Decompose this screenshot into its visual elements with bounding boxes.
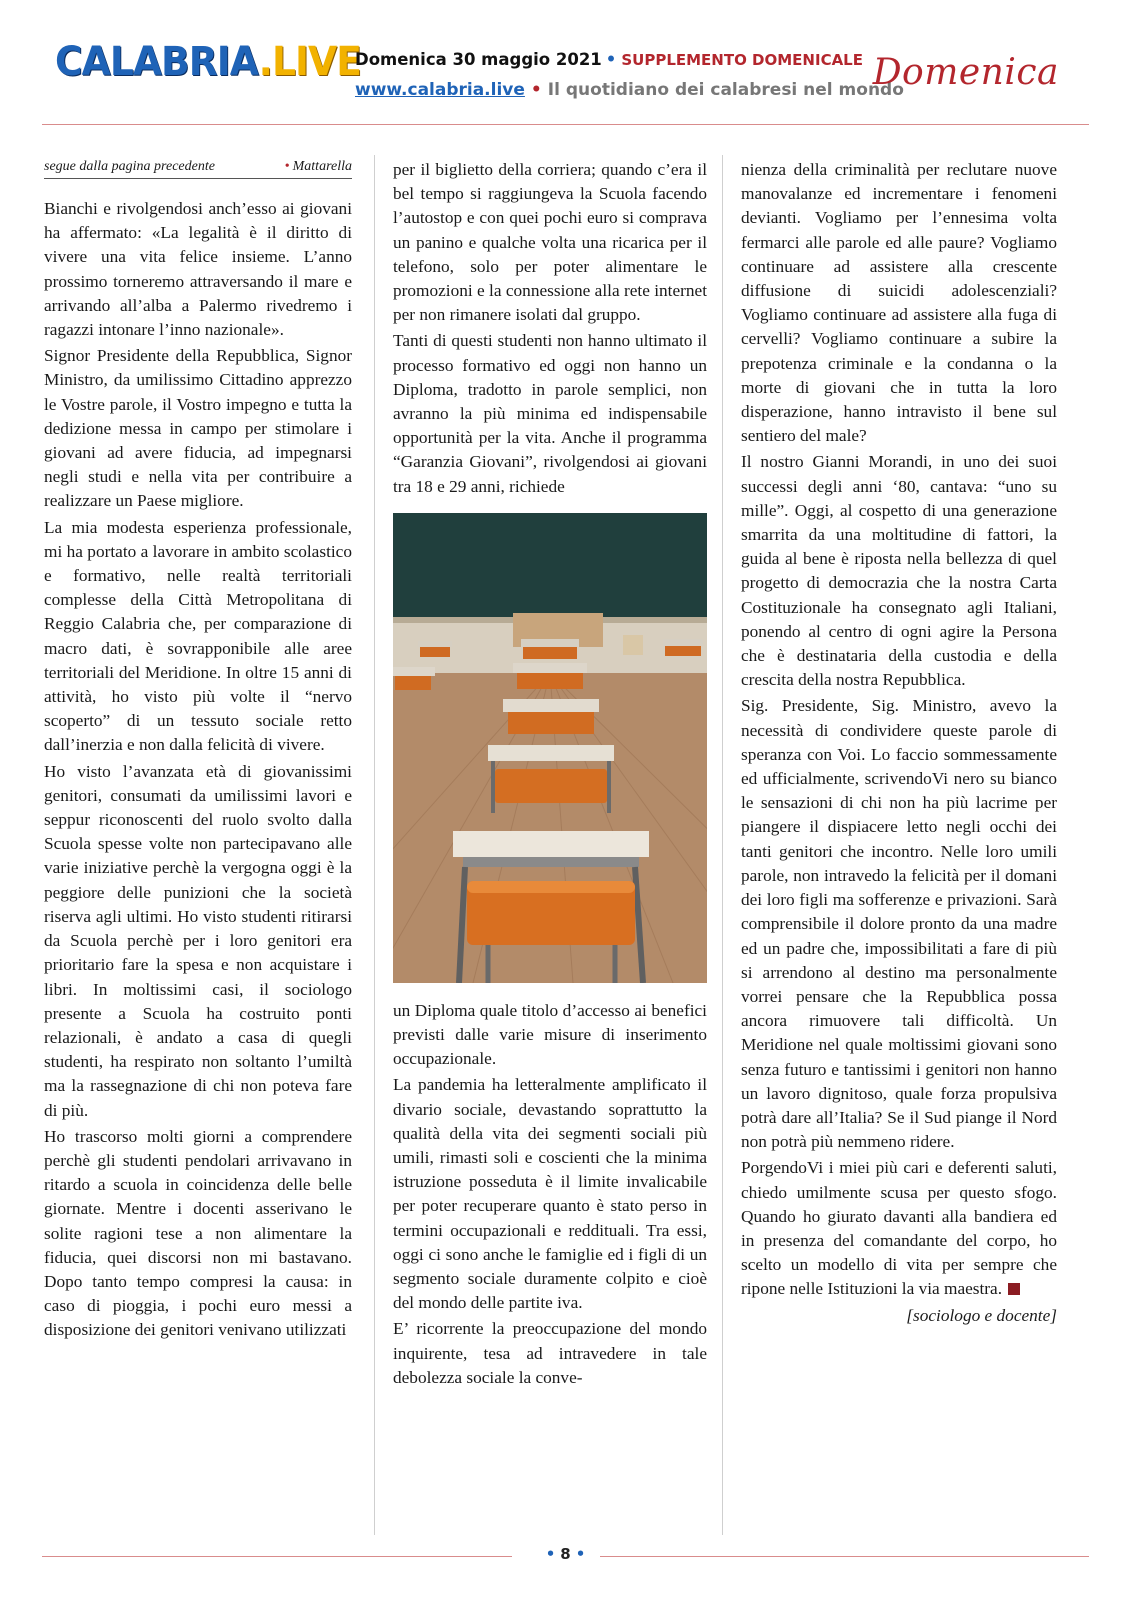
paragraph: Bianchi e rivolgendosi anch’esso ai giovani ha affermato: «La legalità è il diritto di vivere una vita felice insieme. L’anno prossimo torneremo attraversando il mare e arrivando all’alba a Palermo rivedremo i ragazzi intonare l’inno nazionale».: [44, 199, 352, 340]
logo-text-live: .LIVE: [258, 39, 361, 85]
closing-text: PorgendoVi i miei più cari e deferenti saluti, chiedo umilmente scusa per questo sfogo. Quando ho giurato davanti alla bandiera ed in presenza del comandante del corpo, ho scelto un modello di vita per sempre che ripone nelle Istituzioni la via maestra.: [741, 1158, 1057, 1299]
bullet-icon: •: [284, 159, 290, 174]
paragraph: nienza della criminalità per reclutare nuove manovalanze ed incrementare i fenomeni devianti. Vogliamo per l’ennesima volta fermarci alle parole ed alle paure? Vogliamo continuare ad assistere alla crescente diffusione di suicidi adolescenziali? Vogliamo continuare ad assistere alla fuga di cervelli? Vogliamo continuare a subire la prepotenza criminale e la condanna o la morte di giovani che in tutta la loro disperazione, hanno intravisto il bene sul sentiero del male?: [741, 160, 1057, 446]
continuation-header: [44, 158, 352, 179]
bullet-icon: •: [575, 1545, 586, 1563]
paragraph: La mia modesta esperienza professionale, mi ha portato a lavorare in ambito scolastico e formativo, nelle realtà territoriali complesse della Città Metropolitana di Reggio Calabria che, per comparazione di macro dati, è sovrapponibile alle aree territoriali del Meridione. In oltre 15 anni di attività, ho visto più volte il “nervo scoperto” di un tessuto sociale retto dall’inerzia e non dalla felicità di vivere.: [44, 517, 352, 755]
column-divider: [374, 155, 375, 1535]
paragraph-closing: [741, 1156, 1057, 1301]
article-column-3: [741, 158, 1057, 1328]
bullet-separator: •: [530, 80, 542, 100]
calabria-live-logo[interactable]: [55, 39, 361, 85]
masthead: [0, 0, 1131, 125]
logo-text-calabria: CALABRIA: [55, 39, 259, 85]
paragraph: La pandemia ha letteralmente amplificato il divario sociale, devastando soprattutto la qualità della vita dei segmenti sociali più umili, rimasti soli e coscienti che la minima istruzione posseduta è il limite invalicabile per poter recuperare quanto è stato perso in termini occupazionali e reddituali. Tra essi, oggi ci sono anche le famiglie ed i figli di un segmento sociale duramente colpito e cioè del mondo delle partite iva.: [393, 1075, 707, 1313]
bullet-icon: •: [545, 1545, 556, 1563]
article-column-1: [44, 158, 352, 1345]
tagline: Il quotidiano dei calabresi nel mondo: [547, 80, 904, 100]
supplement-label: SUPPLEMENTO DOMENICALE: [621, 51, 863, 69]
paragraph: Sig. Presidente, Sig. Ministro, avevo la necessità di condividere queste parole di speranza con Voi. Lo faccio sommessamente ed ufficialmente, scrivendoVi nero su bianco le sensazioni di chi non ha più lacrime per piangere il dispiacere letto negli occhi dei tanti genitori che incontro. Nelle loro umili parole, non intravedo la felicità per il domani dei loro figli ma sofferenze e privazioni. Sarà comprensibile il dolore pronto da una madre ed un padre che, impossibilitati a fare di più si arrendono al destino ma personalmente vorrei pensare che la Repubblica possa ancora rimuovere tali difficoltà. Un Meridione nel quale moltissimi giovani sono senza futuro e tantissimi i genitori non hanno un lavoro dignitoso, quale forza propulsiva potrà dare all’Italia? Se il Sud piange il Nord non potrà più nemmeno ridere.: [741, 696, 1057, 1152]
end-of-article-icon: [1008, 1283, 1020, 1295]
paragraph: per il biglietto della corriera; quando c’era il bel tempo si raggiungeva la Scuola facendo l’autostop e con quei pochi euro si comprava un panino e qualche volta una ricarica per il telefono, solo per poter alimentare le promozioni e la connessione alla rete internet per non rimanere isolati dal gruppo.: [393, 160, 707, 325]
paragraph: un Diploma quale titolo d’accesso ai benefici previsti dalle varie misure di inserimento occupazionale.: [393, 1000, 707, 1069]
page-number-value: 8: [560, 1545, 571, 1563]
continued-from-label: segue dalla pagina precedente: [44, 159, 215, 174]
continued-topic: Mattarella: [292, 159, 352, 174]
section-title-domenica: Domenica: [872, 52, 1059, 93]
issue-date: Domenica 30 maggio 2021: [355, 50, 602, 69]
paragraph: Tanti di questi studenti non hanno ultimato il processo formativo ed oggi non hanno un Diploma, tradotto in parole semplici, non avranno la più minima ed indispensabile opportunità per la vita. Anche il programma “Garanzia Giovani”, rivolgendosi ai giovani tra 18 e 29 anni, richiede: [393, 331, 707, 496]
classroom-desks-illustration: [393, 513, 707, 983]
paragraph: Ho visto l’avanzata età di giovanissimi genitori, consumati da umilissimi lavori e seppur riconoscenti del ruolo svolto dalla Scuola spesse volte non partecipavano alle varie iniziative perchè la vergogna oggi è la peggiore delle punizioni che la società riserva agli ultimi. Ho visto studenti ritirarsi da Scuola perchè per i loro genitori era prioritario fare la spesa e non acquistare i libri. In moltissimi casi, il sociologo presente a Scuola ha costruito ponti relazionali, è andato a casa di quegli studenti, ha respirato non soltanto l’umiltà ma la rassegnazione di chi non poteva fare di più.: [44, 761, 352, 1120]
site-url-link[interactable]: www.calabria.live: [355, 80, 525, 100]
column-divider: [722, 155, 723, 1535]
tagline-line: [355, 80, 904, 100]
paragraph: Signor Presidente della Repubblica, Signor Ministro, da umilissimo Cittadino apprezzo le Vostre parole, il Vostro impegno e tutta la dedizione messa in campo per stimolare i giovani ad avere fiducia, ad impegnarsi negli studi e nella vita per contribuire a realizzare un Paese migliore.: [44, 346, 352, 511]
author-signature: [sociologo e docente]: [906, 1305, 1057, 1325]
bullet-separator: •: [605, 50, 617, 69]
header-divider: [42, 124, 1089, 125]
article-column-2: [393, 158, 707, 1392]
paragraph: Ho trascorso molti giorni a comprendere perchè gli studenti pendolari arrivavano in ritardo a scuola in coincidenza delle belle giornate. Mentre i docenti asserivano le solite ragioni tese a non alimentare la fiducia, quei discorsi non mi bastavano. Dopo tanto tempo compresi la causa: in caso di pioggia, i pochi euro messi a disposizione dei genitori venivano utilizzati: [44, 1126, 352, 1340]
paragraph: E’ ricorrente la preoccupazione del mondo inquirente, tesa ad intravedere in tale debolezza sociale la conve-: [393, 1319, 707, 1387]
paragraph: Il nostro Gianni Morandi, in uno dei suoi successi degli anni ‘80, cantava: “uno su mille”. Oggi, al cospetto di una generazione smarrita da una moltitudine di fattori, la guida al bene è riposta nella bellezza di quel progetto di democrazia che la nostra Carta Costituzionale ha consegnato agli Italiani, ponendo al centro di ogni agire la Persona che è destinataria della custodia e della crescita della nostra Repubblica.: [741, 452, 1057, 690]
classroom-photo: [393, 513, 707, 983]
issue-date-line: [355, 50, 863, 69]
page-number: [0, 1545, 1131, 1563]
